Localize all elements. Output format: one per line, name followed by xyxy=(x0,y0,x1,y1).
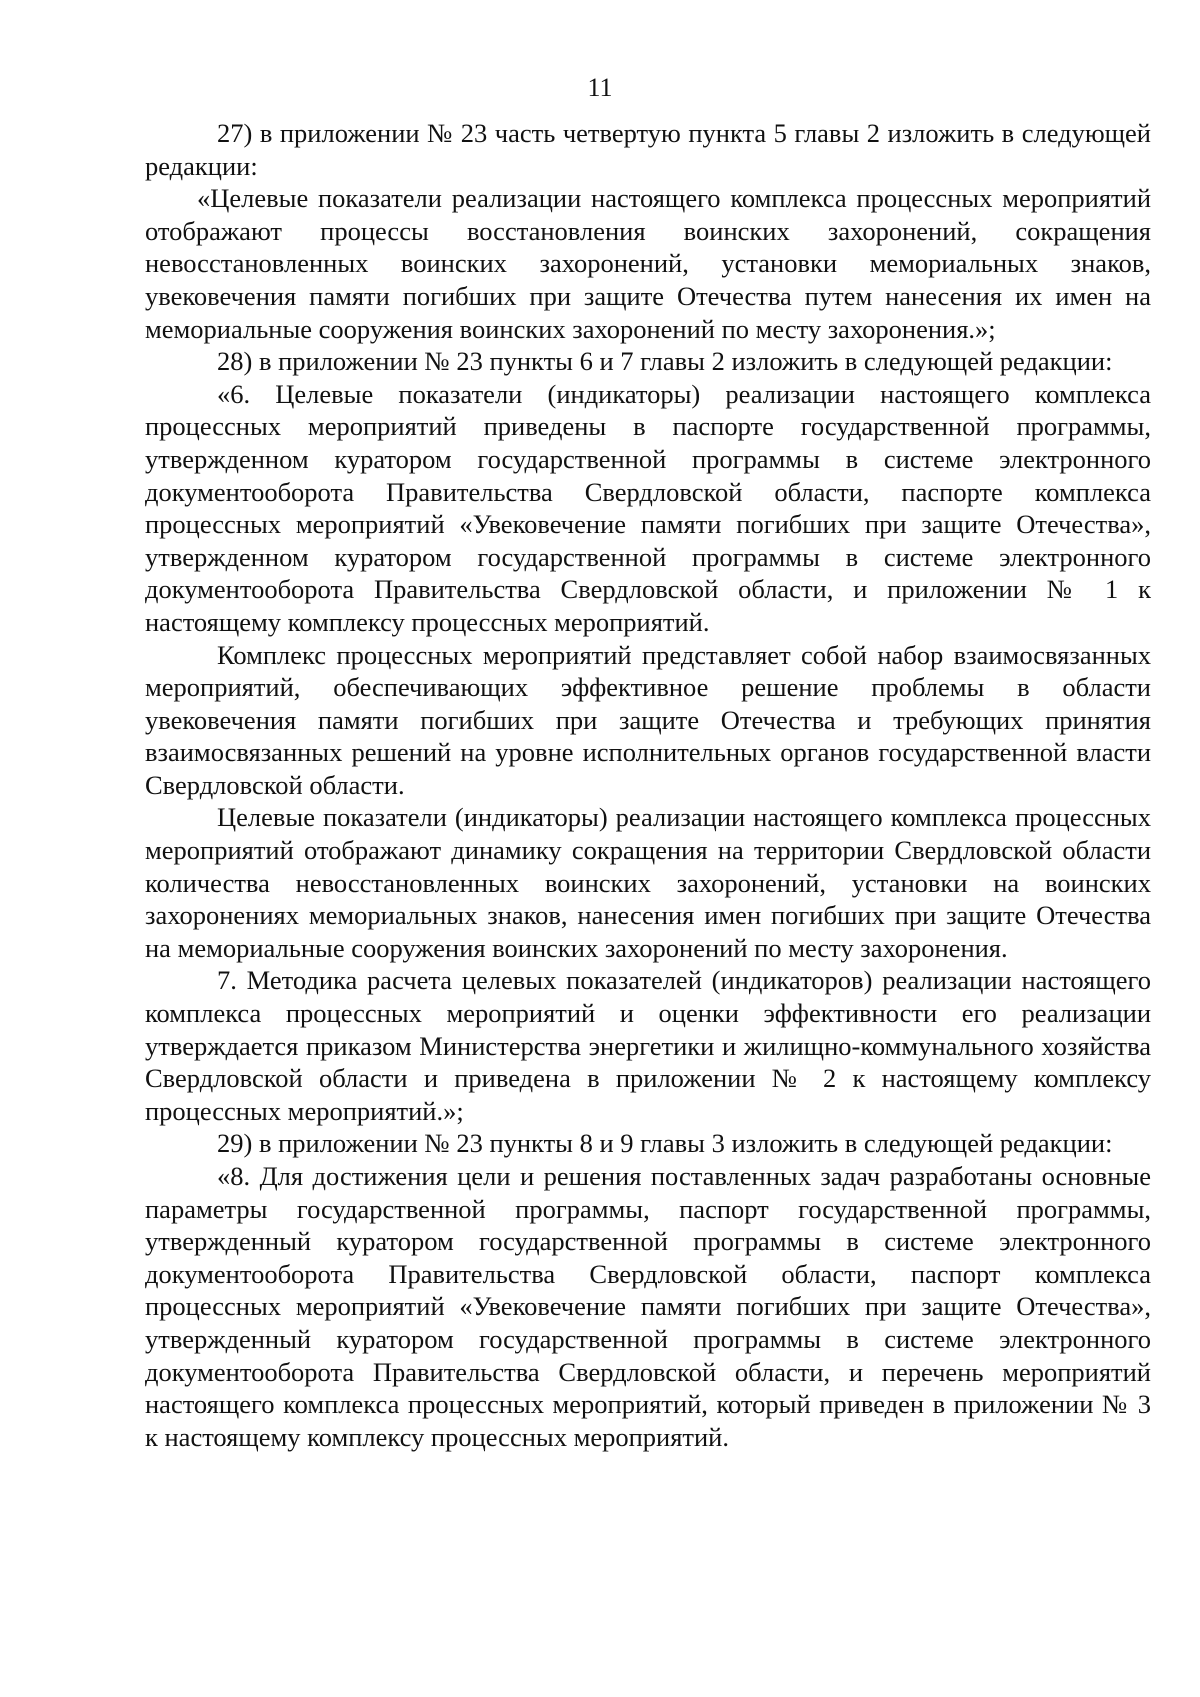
quoted-paragraph: «6. Целевые показатели (индикаторы) реализации настоящего комплекса процессных мероприятий приведены в паспорте государственной программы, утвержденном куратором государственной программы в системе электронного документооборота Правительства Свердловской области, паспорте комплекса процессных мероприятий «Увековечение памяти погибших при защите Отечества», утвержденном куратором государственной программы в системе электронного документооборота Правительства Свердловской области, и приложении № 1 к настоящему комплексу процессных мероприятий. xyxy=(145,378,1151,637)
paragraph-item-27: 27) в приложении № 23 часть четвертую пункта 5 главы 2 изложить в следующей редакции: xyxy=(145,118,1151,181)
quoted-paragraph: Целевые показатели (индикаторы) реализации настоящего комплекса процессных мероприятий отображают динамику сокращения на территории Свердловской области количества невосстановленных воинских захоронений, установки на воинских захоронениях мемориальных знаков, нанесения имен погибших при защите Отечества на мемориальные сооружения воинских захоронений по месту захоронения. xyxy=(145,802,1151,963)
document-body xyxy=(145,117,1151,1453)
page-number: 11 xyxy=(587,73,613,102)
quoted-paragraph: «8. Для достижения цели и решения поставленных задач разработаны основные параметры государственной программы, паспорт государственной программы, утвержденный куратором государственной программы в системе электронного документооборота Правительства Свердловской области, паспорт комплекса процессных мероприятий «Увековечение памяти погибших при защите Отечества», утвержденный куратором государственной программы в системе электронного документооборота Правительства Свердловской области, и перечень мероприятий настоящего комплекса процессных мероприятий, который приведен в приложении № 3 к настоящему комплексу процессных мероприятий. xyxy=(145,1161,1151,1452)
paragraph-item-28: 28) в приложении № 23 пункты 6 и 7 главы 2 изложить в следующей редакции: xyxy=(217,346,1113,377)
paragraph-item-29: 29) в приложении № 23 пункты 8 и 9 главы 3 изложить в следующей редакции: xyxy=(217,1128,1113,1159)
quoted-paragraph: «Целевые показатели реализации настоящего комплекса процессных мероприятий отображают процессы восстановления воинских захоронений, сокращения невосстановленных воинских захоронений, установки мемориальных знаков, увековечения памяти погибших при защите Отечества путем нанесения их имен на мемориальные сооружения воинских захоронений по месту захоронения.»; xyxy=(145,183,1151,344)
quoted-paragraph: Комплекс процессных мероприятий представляет собой набор взаимосвязанных мероприятий, обеспечивающих эффективное решение проблемы в области увековечения памяти погибших при защите Отечества и требующих принятия взаимосвязанных решений на уровне исполнительных органов государственной власти Свердловской области. xyxy=(145,639,1151,800)
quoted-paragraph: 7. Методика расчета целевых показателей (индикаторов) реализации настоящего комплекса процессных мероприятий и оценки эффективности его реализации утверждается приказом Министерства энергетики и жилищно-коммунального хозяйства Свердловской области и приведена в приложении № 2 к настоящему комплексу процессных мероприятий.»; xyxy=(145,965,1151,1126)
